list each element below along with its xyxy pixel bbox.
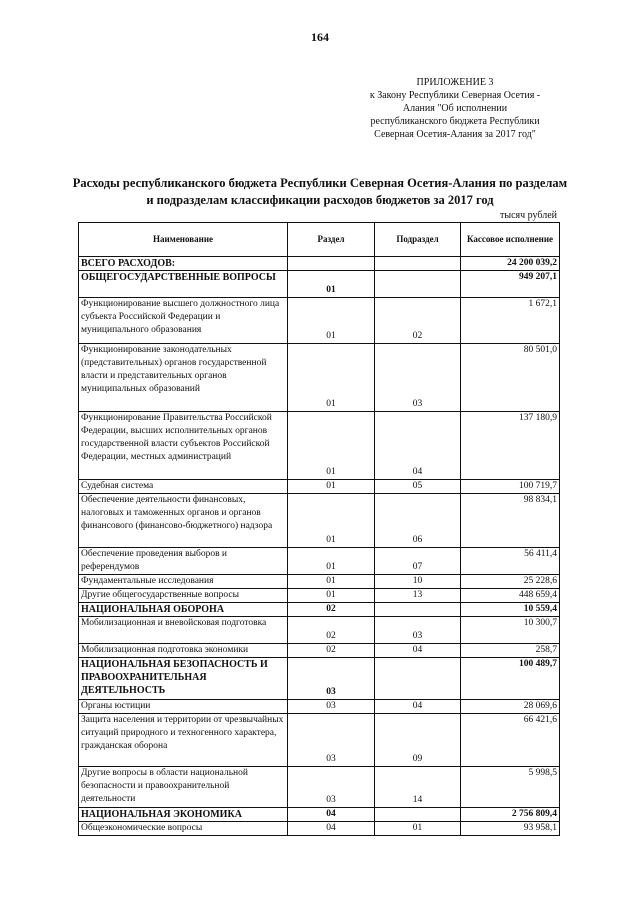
row-section-code: 01 (288, 548, 375, 575)
row-name: Органы юстиции (79, 700, 288, 714)
row-amount: 2 756 809,4 (461, 808, 560, 822)
row-name: Защита населения и территории от чрезвычайных ситуаций природного и техногенного характера, гражданская оборона (79, 714, 288, 767)
table-row (79, 412, 560, 480)
table-row (79, 298, 560, 344)
table-row (79, 644, 560, 658)
row-amount: 10 300,7 (461, 617, 560, 644)
row-amount: 25 228,6 (461, 575, 560, 589)
section-row (79, 603, 560, 617)
row-amount: 100 489,7 (461, 658, 560, 700)
row-name: Функционирование Правительства Российской Федерации, высших исполнительных органов государственной власти субъектов Российской Федерации, местных администраций (79, 412, 288, 480)
table-row (79, 700, 560, 714)
row-subsection-code: 02 (375, 298, 461, 344)
header-subsection: Подраздел (375, 223, 461, 257)
row-amount: 100 719,7 (461, 480, 560, 494)
row-section-code: 01 (288, 412, 375, 480)
row-subsection-code (375, 271, 461, 298)
table-body (79, 257, 560, 836)
row-amount: 258,7 (461, 644, 560, 658)
row-name: Обеспечение проведения выборов и референдумов (79, 548, 288, 575)
row-amount: 1 672,1 (461, 298, 560, 344)
appendix-line: Алания "Об исполнении (402, 103, 508, 114)
row-amount: 24 200 039,2 (461, 257, 560, 271)
row-subsection-code (375, 808, 461, 822)
row-section-code: 01 (288, 494, 375, 548)
table-row (79, 589, 560, 603)
table-header-row (79, 223, 560, 257)
header-amount: Кассовое исполнение (461, 223, 560, 257)
header-name: Наименование (79, 223, 288, 257)
row-name: Функционирование высшего должностного лица субъекта Российской Федерации и муниципального образования (79, 298, 288, 344)
row-amount: 56 411,4 (461, 548, 560, 575)
row-name: НАЦИОНАЛЬНАЯ БЕЗОПАСНОСТЬ И ПРАВООХРАНИТЕЛЬНАЯ ДЕЯТЕЛЬНОСТЬ (79, 658, 288, 700)
row-section-code: 01 (288, 589, 375, 603)
row-section-code: 04 (288, 822, 375, 836)
row-subsection-code: 05 (375, 480, 461, 494)
row-subsection-code: 04 (375, 644, 461, 658)
row-section-code: 02 (288, 644, 375, 658)
row-name: ОБЩЕГОСУДАРСТВЕННЫЕ ВОПРОСЫ (79, 271, 288, 298)
row-amount: 10 559,4 (461, 603, 560, 617)
row-name: Общеэкономические вопросы (79, 822, 288, 836)
row-name: НАЦИОНАЛЬНАЯ ЭКОНОМИКА (79, 808, 288, 822)
row-amount: 80 501,0 (461, 344, 560, 412)
row-subsection-code (375, 603, 461, 617)
row-subsection-code: 14 (375, 767, 461, 808)
table-row (79, 575, 560, 589)
row-amount: 949 207,1 (461, 271, 560, 298)
row-section-code: 01 (288, 575, 375, 589)
table-row (79, 767, 560, 808)
row-name: Мобилизационная и вневойсковая подготовка (79, 617, 288, 644)
row-subsection-code: 09 (375, 714, 461, 767)
row-name: НАЦИОНАЛЬНАЯ ОБОРОНА (79, 603, 288, 617)
appendix-header (350, 76, 560, 141)
row-section-code: 03 (288, 767, 375, 808)
row-name: Обеспечение деятельности финансовых, налоговых и таможенных органов и органов финансового (финансово-бюджетного) надзора (79, 494, 288, 548)
row-subsection-code: 13 (375, 589, 461, 603)
row-section-code (288, 257, 375, 271)
row-section-code: 03 (288, 658, 375, 700)
row-name: Другие общегосударственные вопросы (79, 589, 288, 603)
row-amount: 66 421,6 (461, 714, 560, 767)
table-row (79, 822, 560, 836)
row-section-code: 01 (288, 298, 375, 344)
table-row (79, 344, 560, 412)
row-section-code: 02 (288, 603, 375, 617)
row-amount: 5 998,5 (461, 767, 560, 808)
table-row (79, 617, 560, 644)
document-title: Расходы республиканского бюджета Республики Северная Осетия-Алания по разделам и подразделам классификации расходов бюджетов за 2017 год (72, 176, 568, 207)
row-subsection-code (375, 658, 461, 700)
expenses-table (78, 222, 560, 836)
row-name: Фундаментальные исследования (79, 575, 288, 589)
row-name: Другие вопросы в области национальной безопасности и правоохранительной деятельности (79, 767, 288, 808)
page-number: 164 (311, 30, 329, 44)
row-subsection-code: 03 (375, 344, 461, 412)
row-section-code: 01 (288, 480, 375, 494)
appendix-line: к Закону Республики Северная Осетия - (369, 90, 541, 101)
row-section-code: 01 (288, 344, 375, 412)
row-amount: 448 659,4 (461, 589, 560, 603)
row-subsection-code: 03 (375, 617, 461, 644)
row-section-code: 01 (288, 271, 375, 298)
section-row (79, 257, 560, 271)
section-row (79, 658, 560, 700)
table-row (79, 494, 560, 548)
section-row (79, 271, 560, 298)
row-section-code: 04 (288, 808, 375, 822)
row-subsection-code: 10 (375, 575, 461, 589)
row-subsection-code (375, 257, 461, 271)
row-subsection-code: 07 (375, 548, 461, 575)
table-row (79, 714, 560, 767)
appendix-line: Северная Осетия-Алания за 2017 год" (374, 129, 536, 140)
row-amount: 28 069,6 (461, 700, 560, 714)
row-amount: 137 180,9 (461, 412, 560, 480)
row-subsection-code: 06 (375, 494, 461, 548)
row-section-code: 03 (288, 714, 375, 767)
appendix-line: ПРИЛОЖЕНИЕ 3 (416, 77, 494, 88)
row-subsection-code: 04 (375, 412, 461, 480)
row-section-code: 02 (288, 617, 375, 644)
row-name: Судебная система (79, 480, 288, 494)
row-section-code: 03 (288, 700, 375, 714)
header-section: Раздел (288, 223, 375, 257)
units-label: тысяч рублей (499, 210, 557, 221)
row-name: Функционирование законодательных (представительных) органов государственной власти и представительных органов муниципальных образований (79, 344, 288, 412)
row-amount: 98 834,1 (461, 494, 560, 548)
section-row (79, 808, 560, 822)
appendix-line: республиканского бюджета Республики (370, 116, 540, 127)
row-name: Мобилизационная подготовка экономики (79, 644, 288, 658)
row-subsection-code: 04 (375, 700, 461, 714)
table-row (79, 548, 560, 575)
table-row (79, 480, 560, 494)
row-subsection-code: 01 (375, 822, 461, 836)
row-amount: 93 958,1 (461, 822, 560, 836)
row-name: ВСЕГО РАСХОДОВ: (79, 257, 288, 271)
